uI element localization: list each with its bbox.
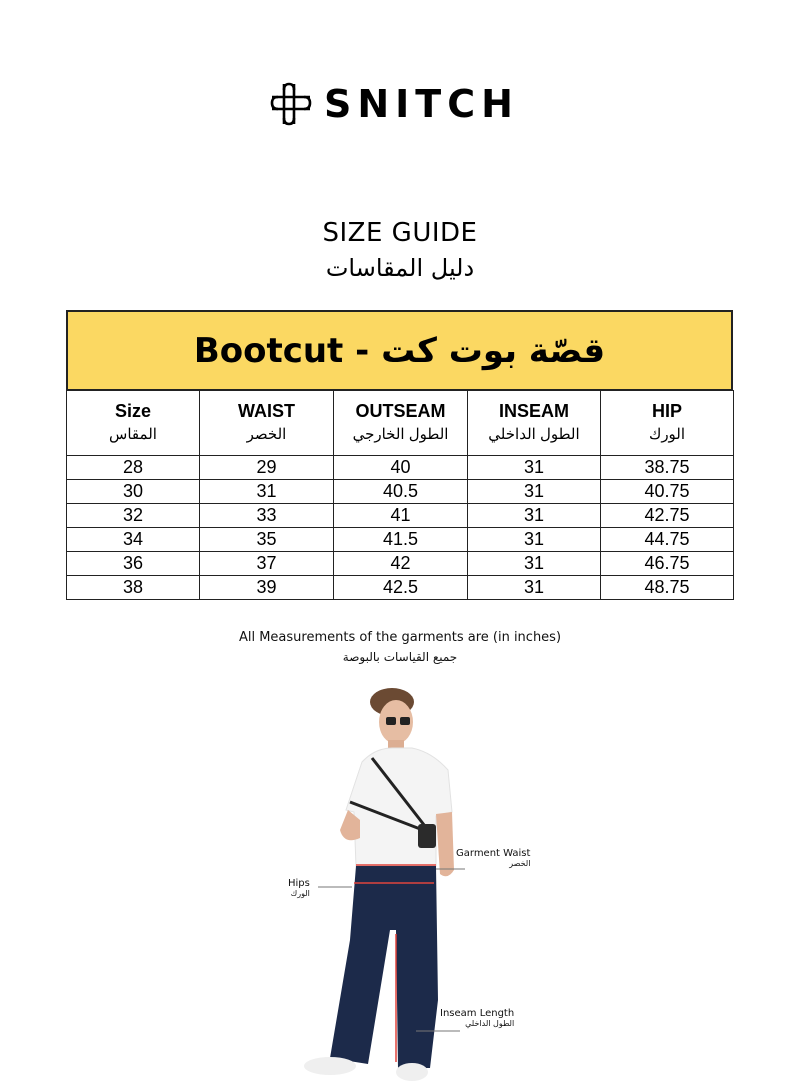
table-row xyxy=(67,504,734,528)
cell-hip: 46.75 xyxy=(601,552,734,576)
cell-waist: 35 xyxy=(200,528,334,552)
size-guide-title-arabic: دليل المقاسات xyxy=(325,254,475,282)
cell-outseam: 41.5 xyxy=(334,528,468,552)
cell-inseam: 31 xyxy=(468,504,601,528)
measurement-unit-note-arabic: جميع القياسات بالبوصة xyxy=(342,650,458,664)
size-table xyxy=(66,390,734,600)
fit-banner xyxy=(66,310,733,390)
cell-size: 34 xyxy=(67,528,200,552)
brand-name: SNITCH xyxy=(324,82,519,126)
brand-logo xyxy=(270,82,519,126)
column-header-outseam: OUTSEAM الطول الخارجي xyxy=(334,391,468,456)
cell-hip: 44.75 xyxy=(601,528,734,552)
fit-banner-label: Bootcut - قصّة بوت كت xyxy=(193,330,606,371)
cell-outseam: 40 xyxy=(334,456,468,480)
cell-waist: 33 xyxy=(200,504,334,528)
cell-waist: 39 xyxy=(200,576,334,600)
cell-waist: 31 xyxy=(200,480,334,504)
callout-inseam-length: Inseam Length الطول الداخلي xyxy=(440,1008,515,1028)
table-header-row xyxy=(67,391,734,456)
cell-inseam: 31 xyxy=(468,576,601,600)
table-row xyxy=(67,552,734,576)
table-row xyxy=(67,528,734,552)
cell-inseam: 31 xyxy=(468,480,601,504)
cell-waist: 29 xyxy=(200,456,334,480)
cell-size: 30 xyxy=(67,480,200,504)
cell-outseam: 42 xyxy=(334,552,468,576)
cell-hip: 42.75 xyxy=(601,504,734,528)
callout-hips: Hips الورك xyxy=(288,878,310,898)
cell-hip: 40.75 xyxy=(601,480,734,504)
size-guide-title: SIZE GUIDE xyxy=(322,218,478,248)
column-header-inseam: INSEAM الطول الداخلي xyxy=(468,391,601,456)
cell-outseam: 42.5 xyxy=(334,576,468,600)
table-row xyxy=(67,576,734,600)
cell-waist: 37 xyxy=(200,552,334,576)
column-header-size: Size المقاس xyxy=(67,391,200,456)
cell-inseam: 31 xyxy=(468,552,601,576)
cell-inseam: 31 xyxy=(468,456,601,480)
cell-hip: 38.75 xyxy=(601,456,734,480)
column-header-waist: WAIST الخصر xyxy=(200,391,334,456)
measurement-unit-note: All Measurements of the garments are (in inches) xyxy=(238,630,562,645)
cell-size: 36 xyxy=(67,552,200,576)
cell-outseam: 41 xyxy=(334,504,468,528)
cell-outseam: 40.5 xyxy=(334,480,468,504)
grid-knot-logo-icon xyxy=(270,82,312,126)
cell-size: 38 xyxy=(67,576,200,600)
cell-size: 32 xyxy=(67,504,200,528)
table-row xyxy=(67,480,734,504)
callout-garment-waist: Garment Waist الخصر xyxy=(456,848,531,868)
cell-hip: 48.75 xyxy=(601,576,734,600)
cell-size: 28 xyxy=(67,456,200,480)
table-row xyxy=(67,456,734,480)
size-chart xyxy=(66,310,733,600)
column-header-hip: HIP الورك xyxy=(601,391,734,456)
cell-inseam: 31 xyxy=(468,528,601,552)
